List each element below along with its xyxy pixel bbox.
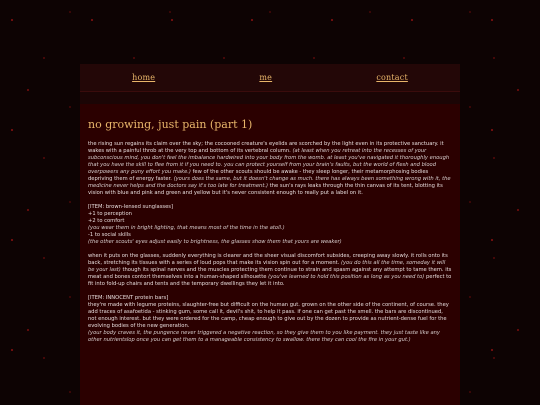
- main-container: [80, 64, 460, 405]
- blog-post: [80, 104, 460, 405]
- post-paragraph: when it puts on the glasses, suddenly everything is clearer and the sheer visual discomfort subsides, creeping away slowly. it rolls onto its back, stretching its tissues with a series of loud pops that make its vision spin out for a moment. (you do this all the time, someday it will be your last) though its spinal nerves and the muscles protecting them continue to strain and spasm against any attempt to tame them. its meat and bones contort themselves into a human-shaped silhouette (you've learned to hold this position as long as you need to) perfect to fit into fold-up chairs and tents and the temporary dwellings they let it into.: [88, 253, 452, 287]
- nav-contact-link[interactable]: contact: [376, 73, 408, 82]
- nav-me-link[interactable]: me: [259, 73, 273, 82]
- post-paragraph: the rising sun regains its claim over the sky; the cocooned creature's eyelids are scorched by the light even in its protective sanctuary. it wakes with a painful throb at the very top and bottom of its vertebral column. (at least when you retreat into the recesses of your subconscious mind, you don't feel the imbalance hardwired into your body from the womb. at least you've navigated it thoroughly enough that you have the skill to flee from it if you need to. you can protect yourself from your brain's faults, but the world of flesh and blood overpowers any puny effort you make.) few of the other scouts should be awake - they sleep longer, their metamorphosing bodies depriving them of energy faster. (yours does the same, but it doesn't change as much. there has always been something wrong with it, the medicine never helps and the doctors say it's too late for treatment.) the sun's rays leaks through the thin canvas of its tent, blotting its vision with blue and pink and green and yellow but it's never consistent enough to really put a label on it.: [88, 141, 451, 196]
- item-block: [ITEM: brown-lensed sunglasses] +1 to perception +2 to comfort (you wear them in bright lighting, that means most of the time in the atoll.) -1 to social skills (the other scouts' eyes adjust easily to brightness, the glasses show them that yours are weaker): [88, 204, 342, 245]
- post-body: [88, 141, 452, 344]
- nav-bar: [80, 64, 460, 92]
- post-title: no growing, just pain (part 1): [88, 118, 253, 131]
- item-block: [ITEM: INNOCENT protein bars] they're made with legume proteins, slaughter-free but difficult on the human gut. grown on the other side of the continent, of course. they add traces of asafoetida - stinking gum, some call it, devil's shit, to help it pass. if one can get past the smell. the bars are discontinued, not enough interest. but they were ordered for the camp, cheap enough to give out by the dozen to provide as nutrient-dense fuel for the evolving bodies of the new generation. (your body craves it, the pungence never triggered a negative reaction, so they give them to you like payment. they just taste like any other nutrientslop once you can get them to a manageable consistency to swallow. there they can cool the fire in your gut.): [88, 295, 449, 343]
- nav-home-link[interactable]: home: [132, 73, 156, 82]
